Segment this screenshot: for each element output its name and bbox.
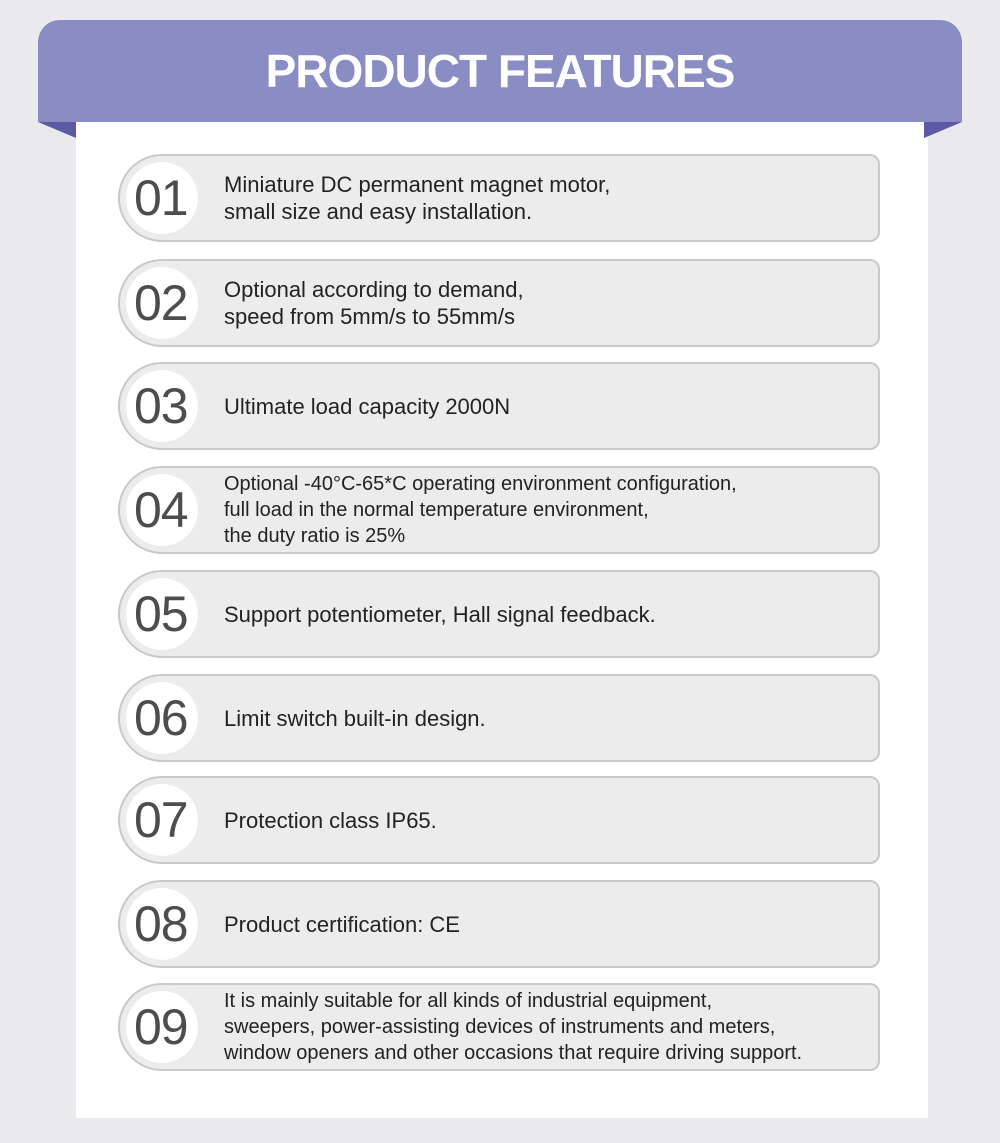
feature-line: full load in the normal temperature environment, [224,499,649,521]
feature-line: Optional according to demand, [224,277,524,302]
feature-text [224,676,874,760]
feature-line: sweepers, power-assisting devices of instruments and meters, [224,1016,776,1038]
feature-text [224,364,874,448]
feature-item-02 [118,259,880,347]
feature-number: 01 [134,170,188,226]
feature-line: Ultimate load capacity 2000N [224,393,511,419]
feature-line: Miniature DC permanent magnet motor, [224,172,611,197]
feature-text [224,156,874,240]
feature-text [224,882,874,966]
feature-number: 04 [134,482,188,538]
feature-line: Product certification: CE [224,911,460,937]
feature-item-03 [118,362,880,450]
feature-number: 07 [134,792,188,848]
banner-fold-right [924,122,962,138]
feature-item-08 [118,880,880,968]
feature-item-05 [118,570,880,658]
feature-line: It is mainly suitable for all kinds of industrial equipment, [224,990,713,1012]
feature-number: 09 [134,999,188,1055]
feature-number: 05 [134,586,188,642]
feature-line: window openers and other occasions that require driving support. [224,1042,803,1064]
feature-number: 06 [134,690,188,746]
banner-fold-left [38,122,76,138]
feature-line: Limit switch built-in design. [224,705,486,731]
feature-item-09 [118,983,880,1071]
feature-text [224,985,874,1069]
feature-text [224,778,874,862]
feature-line: Protection class IP65. [224,807,437,833]
feature-number: 08 [134,896,188,952]
feature-line: the duty ratio is 25% [224,525,406,547]
header-banner [38,20,962,122]
feature-item-04 [118,466,880,554]
feature-text [224,572,874,656]
feature-item-07 [118,776,880,864]
feature-item-01 [118,154,880,242]
feature-text [224,261,874,345]
feature-number: 03 [134,378,188,434]
feature-line: speed from 5mm/s to 55mm/s [224,304,515,329]
feature-text [224,468,874,552]
page-title: PRODUCT FEATURES [265,45,735,97]
feature-line: Support potentiometer, Hall signal feedback. [224,601,656,627]
feature-line: Optional -40°C-65*C operating environment configuration, [224,473,737,495]
feature-line: small size and easy installation. [224,199,533,224]
feature-item-06 [118,674,880,762]
feature-number: 02 [134,275,188,331]
